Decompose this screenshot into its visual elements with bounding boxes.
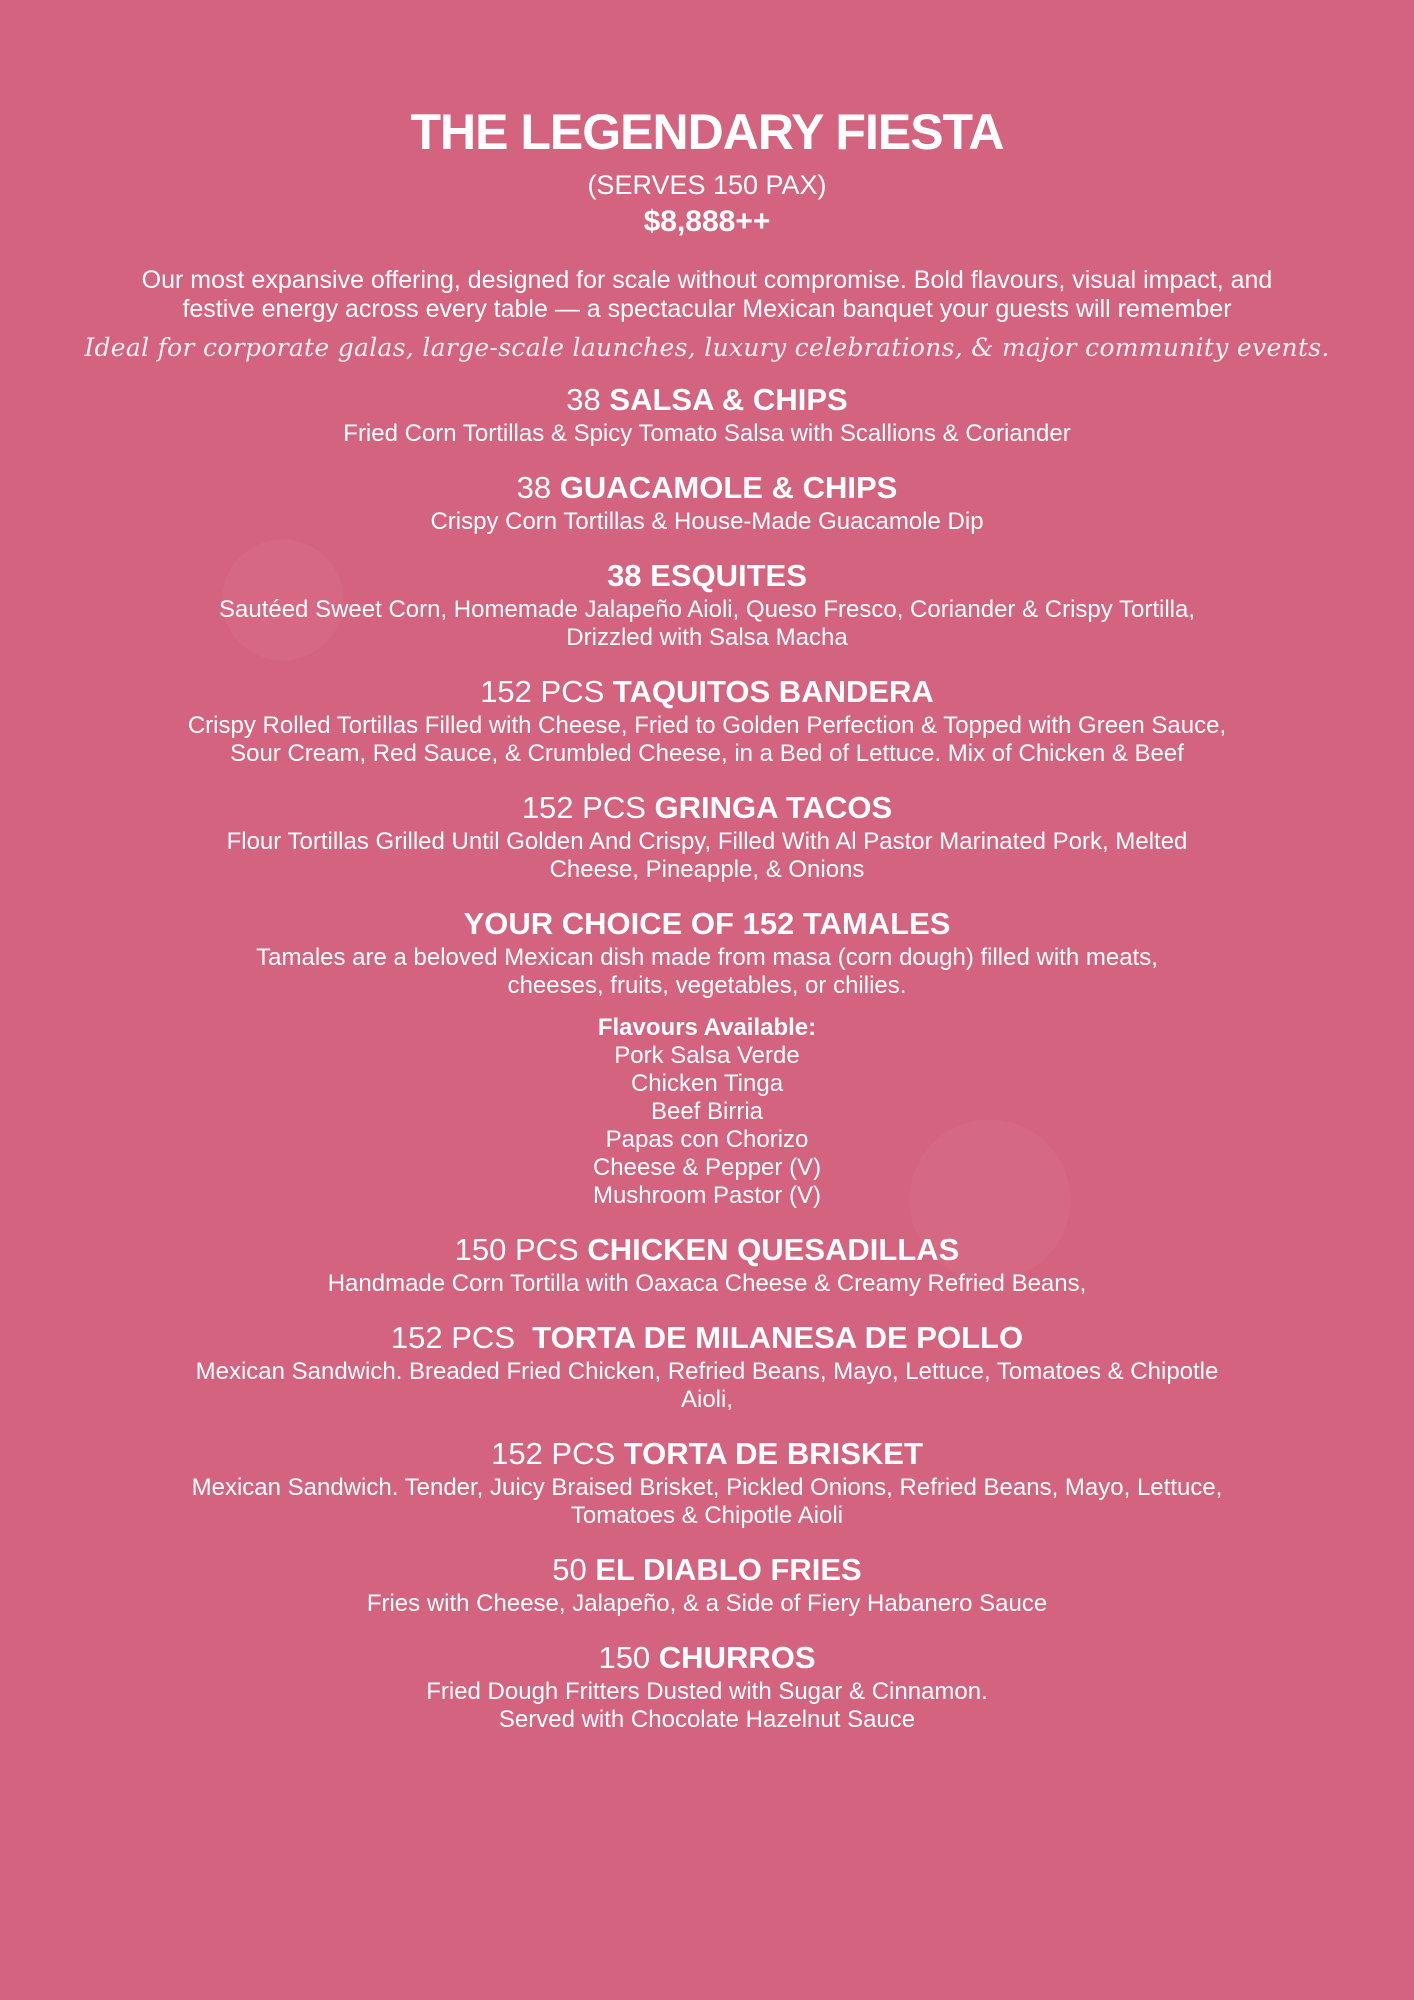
menu-item-churros [0, 1638, 1414, 1734]
item-desc-line: Flour Tortillas Grilled Until Golden And Crispy, Filled With Al Pastor Marinated Pork, Melted [226, 828, 1188, 855]
item-name: GUACAMOLE & CHIPS [559, 470, 898, 505]
menu-item-esquites [0, 556, 1414, 652]
item-qty: 152 PCS [491, 1436, 624, 1471]
item-description [177, 1270, 1237, 1298]
menu-item-tamales [0, 904, 1414, 1210]
serves-note: (SERVES 150 PAX) [587, 170, 827, 200]
item-qty: 152 PCS [480, 674, 613, 709]
item-heading [0, 672, 1414, 712]
item-heading [0, 788, 1414, 828]
item-description [177, 944, 1237, 1000]
item-name: GRINGA TACOS [654, 790, 893, 825]
menu-items [0, 380, 1414, 1734]
menu-item-chicken-quesadillas [0, 1230, 1414, 1298]
item-name: 38 ESQUITES [607, 558, 807, 593]
item-desc-line: cheeses, fruits, vegetables, or chilies. [507, 972, 907, 999]
item-heading [0, 468, 1414, 508]
item-desc-line: Aioli, [680, 1386, 734, 1413]
item-desc-line: Fried Dough Fritters Dusted with Sugar & Cinnamon. [426, 1678, 988, 1705]
item-name: TAQUITOS BANDERA [612, 674, 934, 709]
item-description [177, 508, 1237, 536]
item-desc-line: Mexican Sandwich. Breaded Fried Chicken, Refried Beans, Mayo, Lettuce, Tomatoes & Chipotle [195, 1358, 1219, 1385]
item-heading [0, 1318, 1414, 1358]
item-qty: 38 [516, 470, 560, 505]
item-desc-line: Handmade Corn Tortilla with Oaxaca Cheese & Creamy Refried Beans, [327, 1270, 1087, 1297]
item-description [177, 1474, 1237, 1530]
item-description [177, 1678, 1237, 1734]
item-desc-line: Crispy Corn Tortillas & House-Made Guacamole Dip [430, 508, 984, 535]
item-desc-line: Drizzled with Salsa Macha [566, 624, 848, 651]
item-description [177, 828, 1237, 884]
item-heading [0, 380, 1414, 420]
flavour-item: Pork Salsa Verde [614, 1042, 800, 1069]
intro-line-1: Our most expansive offering, designed for scale without compromise. Bold flavours, visual impact, and [141, 266, 1273, 294]
item-desc-line: Crispy Rolled Tortillas Filled with Cheese, Fried to Golden Perfection & Topped with Green Sauce, [187, 712, 1227, 739]
item-desc-line: Fried Corn Tortillas & Spicy Tomato Salsa with Scallions & Coriander [343, 420, 1071, 447]
item-desc-line: Mexican Sandwich. Tender, Juicy Braised Brisket, Pickled Onions, Refried Beans, Mayo, Lettuce, [191, 1474, 1223, 1501]
flavour-item: Beef Birria [650, 1098, 764, 1125]
menu-item-torta-milanesa [0, 1318, 1414, 1414]
item-desc-line: Sautéed Sweet Corn, Homemade Jalapeño Aioli, Queso Fresco, Coriander & Crispy Tortilla, [218, 596, 1196, 623]
item-desc-line: Sour Cream, Red Sauce, & Crumbled Cheese, in a Bed of Lettuce. Mix of Chicken & Beef [230, 740, 1184, 767]
item-qty: 150 PCS [454, 1232, 588, 1267]
item-name: EL DIABLO FRIES [595, 1552, 862, 1587]
menu-item-torta-brisket [0, 1434, 1414, 1530]
item-description [177, 1358, 1237, 1414]
item-name: TORTA DE BRISKET [623, 1436, 923, 1471]
flavour-item: Cheese & Pepper (V) [592, 1154, 822, 1181]
item-qty: 152 PCS [390, 1320, 533, 1355]
item-heading [0, 556, 1414, 596]
menu-title: THE LEGENDARY FIESTA [410, 104, 1004, 160]
item-name: TORTA DE MILANESA DE POLLO [532, 1320, 1024, 1355]
item-name: CHICKEN QUESADILLAS [587, 1232, 960, 1267]
item-desc-line: Tomatoes & Chipotle Aioli [570, 1502, 844, 1529]
item-desc-line: Cheese, Pineapple, & Onions [549, 856, 865, 883]
item-qty: 150 [598, 1640, 659, 1675]
item-name: CHURROS [658, 1640, 816, 1675]
item-heading [0, 1434, 1414, 1474]
item-description [177, 596, 1237, 652]
menu-item-salsa-chips [0, 380, 1414, 448]
intro-text [127, 266, 1287, 324]
tamales-flavours [0, 1014, 1414, 1210]
item-description [177, 1590, 1237, 1618]
item-desc-line: Served with Chocolate Hazelnut Sauce [498, 1706, 916, 1733]
flavour-item: Mushroom Pastor (V) [592, 1182, 822, 1209]
item-name: YOUR CHOICE OF 152 TAMALES [463, 906, 951, 941]
menu-item-el-diablo-fries [0, 1550, 1414, 1618]
flavours-label: Flavours Available: [597, 1014, 817, 1041]
item-heading [0, 1638, 1414, 1678]
item-desc-line: Tamales are a beloved Mexican dish made from masa (corn dough) filled with meats, [256, 944, 1158, 971]
menu-item-guacamole-chips [0, 468, 1414, 536]
item-name: SALSA & CHIPS [609, 382, 848, 417]
flavour-item: Chicken Tinga [630, 1070, 784, 1097]
item-heading [0, 1550, 1414, 1590]
item-desc-line: Fries with Cheese, Jalapeño, & a Side of Fiery Habanero Sauce [366, 1590, 1048, 1617]
menu-item-gringa-tacos [0, 788, 1414, 884]
flavour-item: Papas con Chorizo [605, 1126, 809, 1153]
item-qty: 50 [552, 1552, 596, 1587]
item-qty: 152 PCS [521, 790, 655, 825]
item-description [177, 420, 1237, 448]
package-price: $8,888++ [643, 205, 771, 238]
item-qty: 38 [566, 382, 610, 417]
item-description [177, 712, 1237, 768]
item-heading [0, 1230, 1414, 1270]
menu-item-taquitos-bandera [0, 672, 1414, 768]
tagline: Ideal for corporate galas, large-scale launches, luxury celebrations, & major community events. [84, 333, 1330, 362]
intro-line-2: festive energy across every table — a spectacular Mexican banquet your guests will remember [182, 295, 1232, 323]
item-heading [0, 904, 1414, 944]
